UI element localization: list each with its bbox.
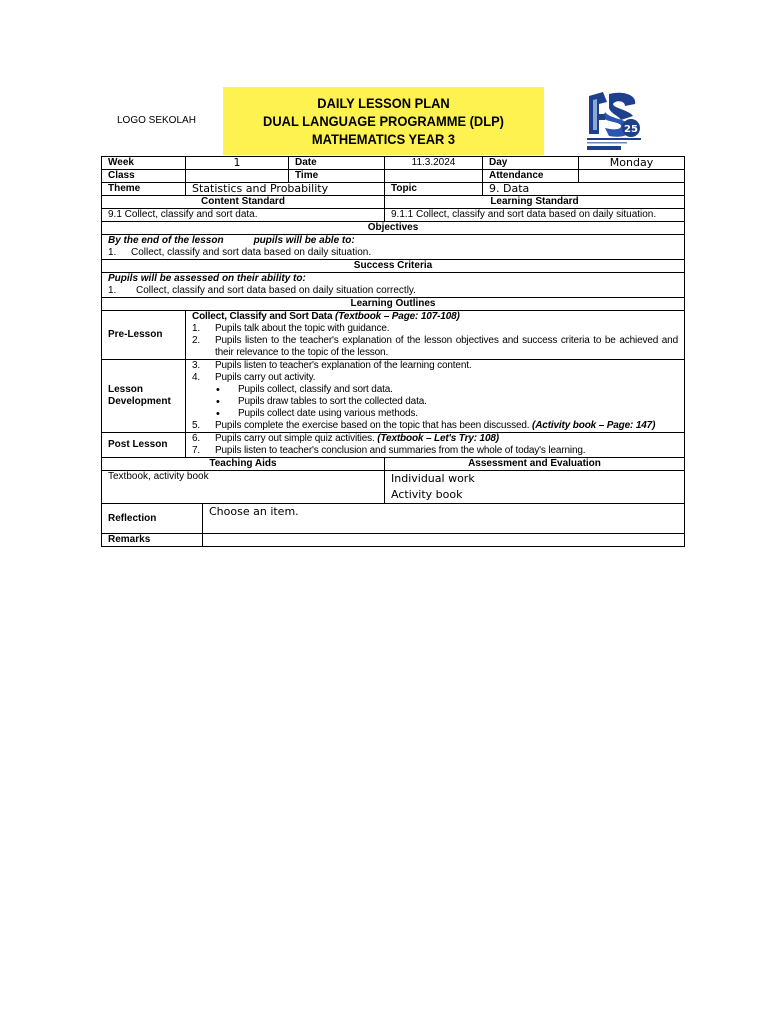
success-1: Collect, classify and sort data based on daily situation correctly. xyxy=(136,285,416,296)
aids-header-row xyxy=(102,458,685,471)
objectives-row xyxy=(102,235,685,260)
day-value[interactable]: Monday xyxy=(579,157,685,170)
post-lesson-row xyxy=(102,433,685,458)
learning-standard-header: Learning Standard xyxy=(385,196,685,209)
content-standard-header: Content Standard xyxy=(102,196,385,209)
reflection-label: Reflection xyxy=(102,504,203,534)
remarks-value[interactable] xyxy=(203,534,685,547)
objectives-intro-b: pupils will be able to: xyxy=(253,235,355,246)
success-header-row xyxy=(102,260,685,273)
time-value[interactable] xyxy=(385,170,483,183)
objectives-intro-a: By the end of the lesson xyxy=(108,235,224,246)
assessment-header: Assessment and Evaluation xyxy=(385,458,685,471)
attendance-value[interactable] xyxy=(579,170,685,183)
teaching-aids-header: Teaching Aids xyxy=(102,458,385,471)
remarks-row xyxy=(102,534,685,547)
development-list-cont xyxy=(192,420,678,432)
reflection-row xyxy=(102,504,685,534)
teaching-aids-value[interactable]: Textbook, activity book xyxy=(102,471,385,504)
class-value[interactable] xyxy=(186,170,289,183)
bullet-item: • Pupils collect date using various methods. xyxy=(238,408,678,420)
title-line-3: MATHEMATICS YEAR 3 xyxy=(311,131,456,147)
pre-lesson-row xyxy=(102,311,685,360)
date-value[interactable]: 11.3.2024 xyxy=(385,157,483,170)
bullet-item: • Pupils draw tables to sort the collected data. xyxy=(238,396,678,408)
objective-1-num: 1. xyxy=(108,247,117,258)
development-row xyxy=(102,360,685,433)
list-item: 6. Pupils carry out simple quiz activities. (Textbook – Let's Try: 108) xyxy=(192,433,499,444)
theme-row xyxy=(102,183,685,196)
assessment-value[interactable] xyxy=(385,471,685,504)
success-intro: Pupils will be assessed on their ability to: xyxy=(108,273,306,284)
list-item: 1. Pupils talk about the topic with guidance. xyxy=(192,323,390,334)
list-item: 4. Pupils carry out activity. xyxy=(192,372,316,383)
assessment-line-1: Individual work xyxy=(391,472,475,485)
reflection-dropdown[interactable]: Choose an item. xyxy=(203,504,685,534)
assessment-line-2: Activity book xyxy=(391,488,463,501)
post-lesson-label: Post Lesson xyxy=(102,433,186,458)
school-logo-placeholder: LOGO SEKOLAH xyxy=(117,115,196,126)
time-label: Time xyxy=(289,170,385,183)
development-list xyxy=(192,360,678,384)
activity-ref: (Textbook – Page: 107-108) xyxy=(335,311,460,322)
lesson-plan-table xyxy=(101,156,685,547)
ts25-emblem-icon xyxy=(585,90,643,152)
title-banner xyxy=(223,87,544,155)
svg-text:25: 25 xyxy=(624,124,638,135)
objectives-content[interactable] xyxy=(102,235,685,260)
bullet-item: • Pupils collect, classify and sort data. xyxy=(238,384,678,396)
pre-lesson-content[interactable] xyxy=(186,311,685,360)
aids-row xyxy=(102,471,685,504)
document-header xyxy=(100,87,685,155)
topic-label: Topic xyxy=(385,183,483,196)
learning-standard-value[interactable]: 9.1.1 Collect, classify and sort data based on daily situation. xyxy=(385,209,685,222)
theme-label: Theme xyxy=(102,183,186,196)
success-criteria-content[interactable] xyxy=(102,273,685,298)
objective-1: Collect, classify and sort data based on daily situation. xyxy=(131,247,372,258)
date-label: Date xyxy=(289,157,385,170)
list-item: 7. Pupils listen to teacher's conclusion and summaries from the whole of today's learning. xyxy=(192,445,586,456)
class-row xyxy=(102,170,685,183)
outlines-header-row xyxy=(102,298,685,311)
objectives-header-row xyxy=(102,222,685,235)
standards-row xyxy=(102,209,685,222)
pre-lesson-list xyxy=(192,323,678,359)
class-label: Class xyxy=(102,170,186,183)
list-item: 2. Pupils listen to the teacher's explanation of the lesson objectives and success criteria to be achieved and their relevance to the topic of the lesson. xyxy=(192,335,678,358)
success-row xyxy=(102,273,685,298)
day-label: Day xyxy=(483,157,579,170)
week-value[interactable]: 1 xyxy=(186,157,289,170)
post-lesson-list xyxy=(192,433,678,457)
title-line-2: DUAL LANGUAGE PROGRAMME (DLP) xyxy=(263,113,504,129)
objectives-header: Objectives xyxy=(102,222,685,235)
standards-header-row xyxy=(102,196,685,209)
theme-value[interactable]: Statistics and Probability xyxy=(186,183,385,196)
lesson-development-label: Lesson Development xyxy=(102,360,186,433)
list-item: 3. Pupils listen to teacher's explanation of the learning content. xyxy=(192,360,472,371)
list-item: 5. Pupils complete the exercise based on the topic that has been discussed. (Activity book – Page: 147) xyxy=(192,420,656,431)
success-1-num: 1. xyxy=(108,285,117,296)
success-criteria-header: Success Criteria xyxy=(102,260,685,273)
pre-lesson-label: Pre-Lesson xyxy=(102,311,186,360)
lesson-development-content[interactable] xyxy=(186,360,685,433)
remarks-label: Remarks xyxy=(102,534,203,547)
activity-title: Collect, Classify and Sort Data xyxy=(192,311,333,322)
topic-value[interactable]: 9. Data xyxy=(483,183,685,196)
learning-outlines-header: Learning Outlines xyxy=(102,298,685,311)
attendance-label: Attendance xyxy=(483,170,579,183)
week-label: Week xyxy=(102,157,186,170)
activity-bullets xyxy=(192,384,678,420)
title-line-1: DAILY LESSON PLAN xyxy=(317,95,450,111)
week-row xyxy=(102,157,685,170)
content-standard-value[interactable]: 9.1 Collect, classify and sort data. xyxy=(102,209,385,222)
post-lesson-content[interactable] xyxy=(186,433,685,458)
